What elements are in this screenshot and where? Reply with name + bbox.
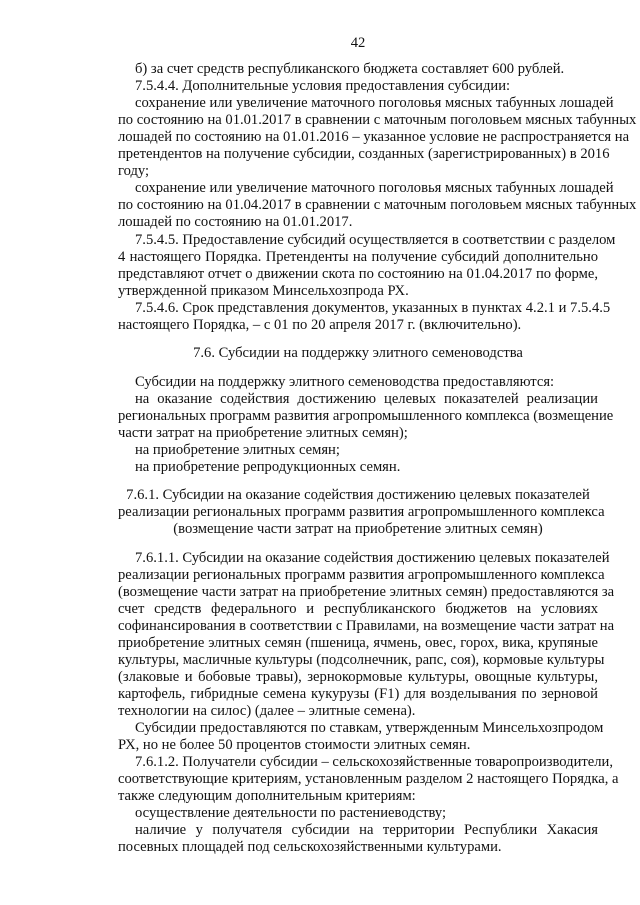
paragraph-line: Субсидии предоставляются по ставкам, утвержденным Минсельхозпродом [135, 720, 604, 736]
page-number: 42 [350, 35, 366, 51]
subsection-heading: 7.6.1. Субсидии на оказание содействия достижению целевых показателей [126, 487, 590, 503]
paragraph-line: также следующим дополнительным критериям: [118, 788, 416, 804]
paragraph-line: 7.6.1.1. Субсидии на оказание содействия достижению целевых показателей [135, 550, 610, 566]
subsection-heading: (возмещение части затрат на приобретение элитных семян) [173, 521, 543, 537]
paragraph-line: 7.5.4.4. Дополнительные условия предоставления субсидии: [135, 78, 511, 94]
paragraph-line: б) за счет средств республиканского бюджета составляет 600 рублей. [135, 61, 565, 77]
paragraph-line: картофель, гибридные семена кукурузы (F1) для возделывания по зерновой [118, 686, 598, 702]
paragraph-line: на оказание содействия достижению целевых показателей реализации [135, 391, 598, 407]
paragraph-line: сохранение или увеличение маточного поголовья мясных табунных лошадей [135, 180, 614, 196]
paragraph-line: части затрат на приобретение элитных семян); [118, 425, 408, 441]
paragraph-line: представляют отчет о движении скота по состоянию на 01.04.2017 по форме, [118, 266, 598, 282]
paragraph-line: (возмещение части затрат на приобретение элитных семян) предоставляются за [118, 584, 615, 600]
paragraph-line: приобретение элитных семян (пшеница, ячмень, овес, горох, вика, крупяные [118, 635, 598, 651]
paragraph-line: лошадей по состоянию на 01.01.2016 – указанное условие не распространяется на [118, 129, 630, 145]
paragraph-line: 7.5.4.6. Срок представления документов, указанных в пунктах 4.2.1 и 7.5.4.5 [135, 300, 611, 316]
paragraph-line: на приобретение элитных семян; [135, 442, 340, 458]
paragraph-line: лошадей по состоянию на 01.01.2017. [118, 214, 353, 230]
paragraph-line: посевных площадей под сельскохозяйственными культурами. [118, 839, 502, 855]
paragraph-line: (злаковые и бобовые травы), зернокормовые культуры, овощные культуры, [118, 669, 598, 685]
section-heading: 7.6. Субсидии на поддержку элитного семеноводства [193, 345, 523, 361]
paragraph-line: 7.5.4.5. Предоставление субсидий осуществляется в соответствии с разделом [135, 232, 616, 248]
paragraph-line: культуры, масличные культуры (подсолнечник, рапс, соя), кормовые культуры [118, 652, 605, 668]
paragraph-line: наличие у получателя субсидии на территории Республики Хакасия [135, 822, 598, 838]
paragraph-line: настоящего Порядка, – с 01 по 20 апреля 2017 г. (включительно). [118, 317, 522, 333]
paragraph-line: Субсидии на поддержку элитного семеноводства предоставляются: [135, 374, 555, 390]
paragraph-line: утвержденной приказом Минсельхозпрода РХ. [118, 283, 409, 299]
paragraph-line: РХ, но не более 50 процентов стоимости элитных семян. [118, 737, 471, 753]
paragraph-line: по состоянию на 01.01.2017 в сравнении с маточным поголовьем мясных табунных [118, 112, 637, 128]
paragraph-line: соответствующие критериям, установленным разделом 2 настоящего Порядка, а [118, 771, 619, 787]
paragraph-line: осуществление деятельности по растениеводству; [135, 805, 447, 821]
subsection-heading: реализации региональных программ развития агропромышленного комплекса [118, 504, 605, 520]
paragraph-line: году; [118, 163, 150, 179]
paragraph-line: по состоянию на 01.04.2017 в сравнении с маточным поголовьем мясных табунных [118, 197, 637, 213]
paragraph-line: на приобретение репродукционных семян. [135, 459, 401, 475]
paragraph-line: счет средств федерального и республиканского бюджетов на условиях [118, 601, 598, 617]
paragraph-line: региональных программ развития агропромышленного комплекса (возмещение [118, 408, 614, 424]
paragraph-line: 7.6.1.2. Получатели субсидии – сельскохозяйственные товаропроизводители, [135, 754, 614, 770]
paragraph-line: 4 настоящего Порядка. Претенденты на получение субсидий дополнительно [118, 249, 598, 265]
paragraph-line: софинансирования в соответствии с Правилами, на возмещение части затрат на [118, 618, 615, 634]
paragraph-line: реализации региональных программ развития агропромышленного комплекса [118, 567, 605, 583]
paragraph-line: претендентов на получение субсидии, созданных (зарегистрированных) в 2016 [118, 146, 610, 162]
paragraph-line: сохранение или увеличение маточного поголовья мясных табунных лошадей [135, 95, 614, 111]
paragraph-line: технологии на силос) (далее – элитные семена). [118, 703, 416, 719]
